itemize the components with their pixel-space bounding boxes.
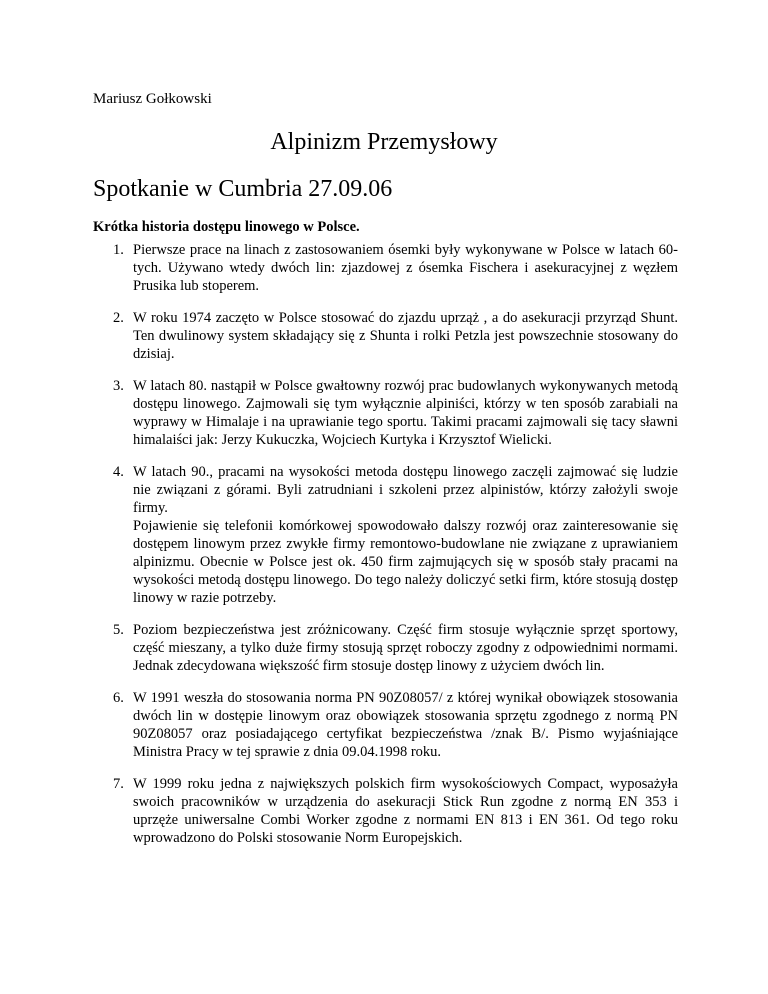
list-item (93, 309, 678, 363)
list-item (93, 689, 678, 761)
list-item-number: 4. (113, 464, 124, 480)
document-title: Alpinizm Przemysłowy (270, 129, 498, 155)
list-item-paragraph: Pojawienie się telefonii komórkowej spowodowało dalszy rozwój oraz zainteresowanie się dostępem linowym przez zwykłe firmy remontowo-budowlane nie związane z uprawianiem alpinizmu. Obecnie w Polsce jest ok. 450 firm zajmujących się w sposób stały pracami na wysokości metodą dostępu linowego. Do tego należy doliczyć setki firm, które stosują dostęp linowy w razie potrzeby. (133, 518, 678, 606)
list-item-number: 5. (113, 622, 124, 638)
list-item-paragraph: Poziom bezpieczeństwa jest zróżnicowany. Część firm stosuje wyłącznie sprzęt sportowy, część mieszany, a tylko duże firmy stosują sprzęt roboczy zgodny z odpowiednimi normami. Jednak zdecydowana większość firm stosuje dostęp linowy z użyciem dwóch lin. (133, 622, 678, 674)
list-item-text (133, 241, 678, 295)
list-item-text (133, 463, 678, 607)
meeting-subtitle: Spotkanie w Cumbria 27.09.06 (93, 176, 393, 202)
list-item-paragraph: W latach 80. nastąpił w Polsce gwałtowny rozwój prac budowlanych wykonywanych metodą dostępu linowego. Zajmowali się tym wyłącznie alpiniści, którzy w ten sposób zarabiali na wyprawy w Himalaje i na uprawianie tego sportu. Takimi pracami zajmowali się tacy sławni himalaiści jak: Jerzy Kukuczka, Wojciech Kurtyka i Krzysztof Wielicki. (133, 378, 678, 448)
list-item (93, 621, 678, 675)
list-item-text (133, 775, 678, 847)
list-item-text (133, 621, 678, 675)
list-item (93, 377, 678, 449)
list-item-paragraph: W 1991 weszła do stosowania norma PN 90Z08057/ z której wynikał obowiązek stosowania dwóch lin w dostępie linowym oraz obowiązek stosowania sprzętu zgodnego z normą PN 90Z08057 oraz posiadającego certyfikat bezpieczeństwa /znak B/. Pismo wyjaśniające Ministra Pracy w tej sprawie z dnia 09.04.1998 roku. (133, 690, 678, 760)
list-item-number: 2. (113, 310, 124, 326)
list-item-number: 3. (113, 378, 124, 394)
list-item-paragraph: W latach 90., pracami na wysokości metoda dostępu linowego zaczęli zajmować się ludzie nie związani z górami. Byli zatrudniani i szkoleni przez alpinistów, którzy założyli swoje firmy. (133, 464, 678, 516)
list-item-text (133, 309, 678, 363)
list-item-paragraph: W roku 1974 zaczęto w Polsce stosować do zjazdu uprząż , a do asekuracji przyrząd Shunt. Ten dwulinowy system składający się z Shunta i rolki Petzla jest powszechnie stosowany do dzisiaj. (133, 310, 678, 362)
list-item (93, 775, 678, 847)
list-item-number: 7. (113, 776, 124, 792)
list-item-number: 6. (113, 690, 124, 706)
list-item-paragraph: W 1999 roku jedna z największych polskich firm wysokościowych Compact, wyposażyła swoich pracowników w urządzenia do asekuracji Stick Run zgodne z normą EN 353 i uprzęże uniwersalne Combi Worker zgodne z normami EN 813 i EN 361. Od tego roku wprowadzono do Polski stosowanie Norm Europejskich. (133, 776, 678, 846)
list-item (93, 241, 678, 295)
section-heading: Krótka historia dostępu linowego w Polsce. (93, 219, 360, 235)
list-item-text (133, 377, 678, 449)
history-list (93, 241, 678, 861)
list-item-text (133, 689, 678, 761)
list-item (93, 463, 678, 607)
list-item-paragraph: Pierwsze prace na linach z zastosowaniem ósemki były wykonywane w Polsce w latach 60-tych. Używano wtedy dwóch lin: zjazdowej z ósemka Fischera i asekuracyjnej z węzłem Prusika lub stoperem. (133, 242, 678, 294)
list-item-number: 1. (113, 242, 124, 258)
author-name: Mariusz Gołkowski (93, 91, 212, 107)
